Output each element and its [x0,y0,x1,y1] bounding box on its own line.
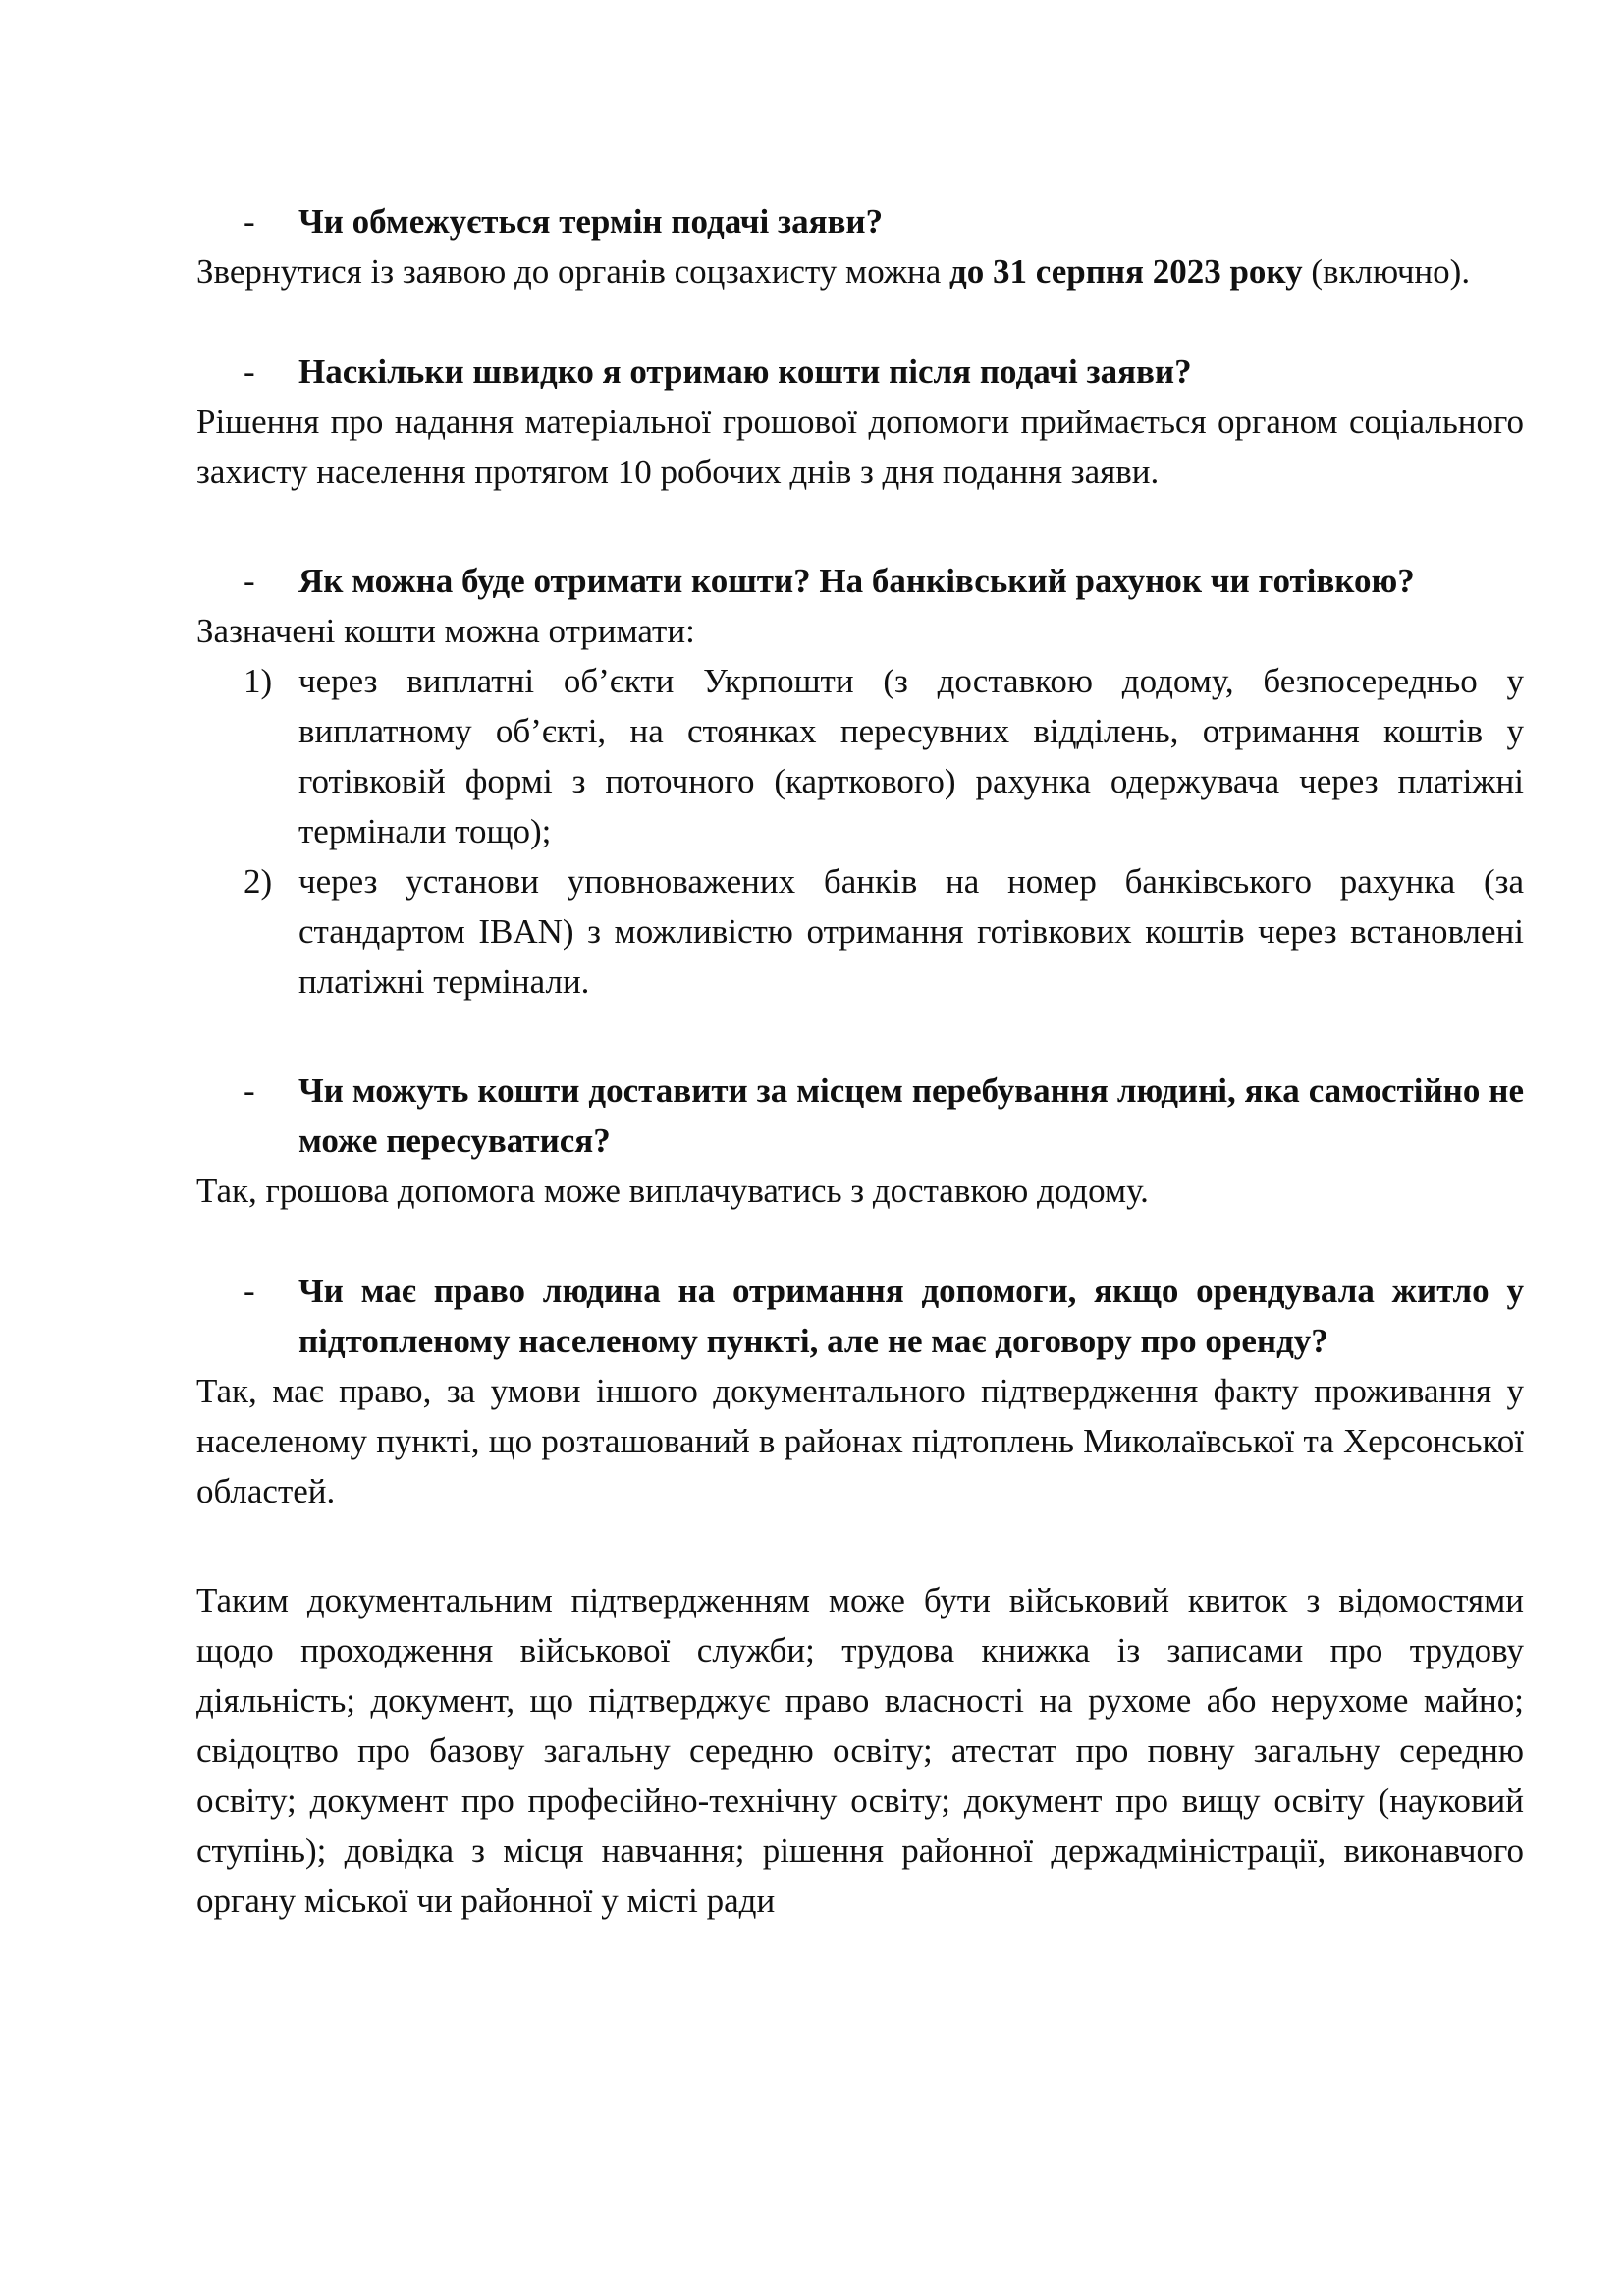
question-text: Чи можуть кошти доставити за місцем перебування людині, яка самостійно не може пересуватися? [298,1071,1524,1160]
question-heading [196,347,1524,397]
closing-paragraph: Таким документальним підтвердженням може бути військовий квиток з відомостями щодо проходження військової служби; трудова книжка із записами про трудову діяльність; документ, що підтверджує право власності на рухоме або нерухоме майно; свідоцтво про базову загальну середню освіту; атестат про повну загальну середню освіту; документ про професійно-технічну освіту; документ про вищу освіту (науковий ступінь); довідка з місця навчання; рішення районної держадміністрації, виконавчого органу міської чи районної у місті ради [196,1581,1524,1920]
deadline-text: до 31 серпня 2023 року [949,252,1303,291]
answer-paragraph: Так, має право, за умови іншого документального підтвердження факту проживання у населеному пункті, що розташований в районах підтоплень Миколаївської та Херсонської областей. [196,1372,1524,1510]
list-item-text: через виплатні об’єкти Укрпошти (з доставкою додому, безпосередньо у виплатному об’єкті, на стоянках пересувних відділень, отримання коштів у готівковій формі з поточного (карткового) рахунка одержувача через платіжні термінали тощо); [298,662,1524,850]
numbered-list [196,656,1524,1007]
question-heading [196,1066,1524,1166]
document-page [196,196,1524,1926]
bullet-dash: - [244,202,255,241]
answer-text: Звернутися із заявою до органів соцзахисту можна [196,252,950,291]
answer-paragraph: Рішення про надання матеріальної грошової допомоги приймається органом соціального захисту населення протягом 10 робочих днів з дня подання заяви. [196,403,1524,491]
list-number: 2) [244,862,273,901]
bullet-dash: - [244,562,255,600]
bullet-dash: - [244,1272,255,1310]
list-item [196,656,1524,856]
list-number: 1) [244,662,273,700]
bullet-dash: - [244,353,255,391]
list-item-text: через установи уповноважених банків на номер банківського рахунка (за стандартом IBAN) з можливістю отримання готівкових коштів через встановлені платіжні термінали. [298,862,1524,1001]
list-item [196,856,1524,1007]
question-text: Чи має право людина на отримання допомоги, якщо орендувала житло у підтопленому населеному пункті, але не має договору про оренду? [298,1272,1524,1360]
question-text: Як можна буде отримати кошти? На банківський рахунок чи готівкою? [298,562,1415,600]
answer-paragraph [196,246,1524,297]
question-heading [196,1266,1524,1366]
question-text: Чи обмежується термін подачі заяви? [298,202,884,241]
answer-text-suffix: (включно). [1302,252,1471,291]
question-heading [196,556,1524,606]
answer-intro: Зазначені кошти можна отримати: [196,612,695,650]
bullet-dash: - [244,1071,255,1110]
question-text: Наскільки швидко я отримаю кошти після подачі заяви? [298,353,1192,391]
question-heading [196,196,1524,246]
answer-paragraph: Так, грошова допомога може виплачуватись з доставкою додому. [196,1172,1149,1210]
